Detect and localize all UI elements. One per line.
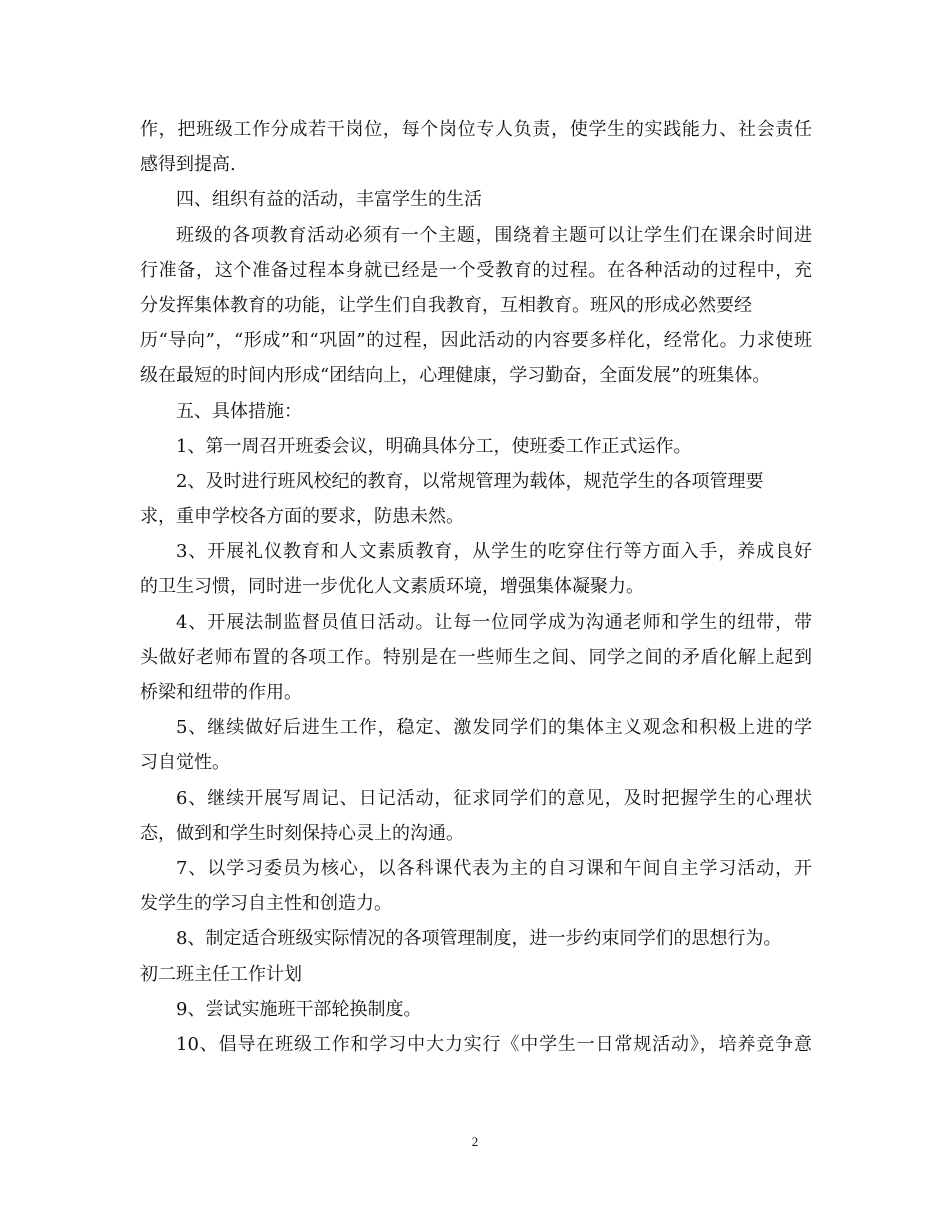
text-line: 历“导向”，“形成”和“巩固”的过程，因此活动的内容要多样化，经常化。力求使班 bbox=[140, 330, 812, 352]
body-text bbox=[140, 112, 812, 1062]
text-line: 行准备，这个准备过程本身就已经是一个受教育的过程。在各种活动的过程中，充 bbox=[140, 259, 812, 281]
text-line: 8、制定适合班级实际情况的各项管理制度，进一步约束同学们的思想行为。 bbox=[176, 928, 782, 950]
text-line: 态，做到和学生时刻保持心灵上的沟通。 bbox=[140, 822, 464, 844]
text-line: 头做好老师布置的各项工作。特别是在一些师生之间、同学之间的矛盾化解上起到 bbox=[140, 646, 812, 668]
text-line: 9、尝试实施班干部轮换制度。 bbox=[176, 998, 422, 1020]
text-line: 班级的各项教育活动必须有一个主题，围绕着主题可以让学生们在课余时间进 bbox=[176, 224, 812, 246]
text-line: 10、倡导在班级工作和学习中大力实行《中学生一日常规活动》，培养竞争意 bbox=[176, 1033, 812, 1055]
text-line: 发学生的学习自主性和创造力。 bbox=[140, 893, 392, 915]
text-line: 桥梁和纽带的作用。 bbox=[140, 682, 302, 703]
text-line: 感得到提高. bbox=[140, 154, 236, 176]
text-line: 五、具体措施： bbox=[176, 400, 302, 422]
text-line: 分发挥集体教育的功能，让学生们自我教育，互相教育。班风的形成必然要经 bbox=[140, 294, 752, 316]
text-line: 作，把班级工作分成若干岗位，每个岗位专人负责，使学生的实践能力、社会责任 bbox=[140, 119, 812, 140]
text-line: 5、继续做好后进生工作，稳定、激发同学们的集体主义观念和积极上进的学 bbox=[176, 717, 812, 739]
text-line: 7、以学习委员为核心，以各科课代表为主的自习课和午间自主学习活动，开 bbox=[176, 857, 812, 879]
text-line: 3、开展礼仪教育和人文素质教育，从学生的吃穿住行等方面入手，养成良好 bbox=[176, 541, 812, 563]
text-line: 习自觉性。 bbox=[140, 752, 230, 774]
text-line: 的卫生习惯，同时进一步优化人文素质环境，增强集体凝聚力。 bbox=[140, 576, 644, 598]
text-line: 求，重申学校各方面的要求，防患未然。 bbox=[140, 506, 464, 528]
text-line: 4、开展法制监督员值日活动。让每一位同学成为沟通老师和学生的纽带，带 bbox=[176, 611, 812, 633]
text-line: 2、及时进行班风校纪的教育，以常规管理为载体，规范学生的各项管理要 bbox=[176, 470, 764, 492]
text-line: 级在最短的时间内形成“团结向上，心理健康，学习勤奋，全面发展”的班集体。 bbox=[140, 365, 771, 387]
text-line: 四、组织有益的活动，丰富学生的生活 bbox=[176, 189, 482, 211]
page-number: 2 bbox=[471, 1134, 479, 1149]
text-line: 1、第一周召开班委会议，明确具体分工，使班委工作正式运作。 bbox=[176, 435, 692, 457]
text-line: 初二班主任工作计划 bbox=[140, 963, 302, 985]
text-line: 6、继续开展写周记、日记活动，征求同学们的意见，及时把握学生的心理状 bbox=[176, 787, 812, 809]
